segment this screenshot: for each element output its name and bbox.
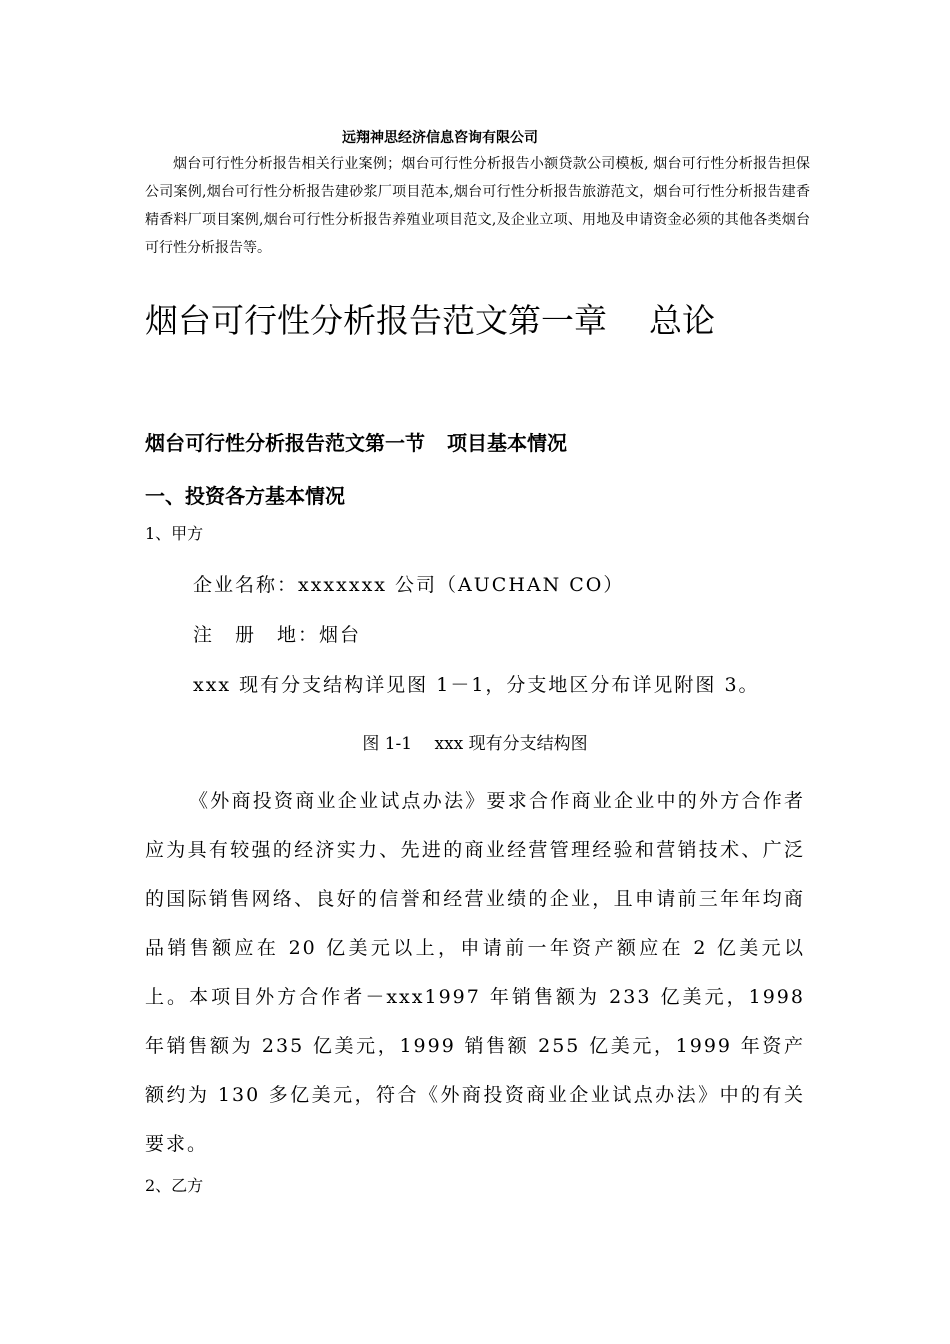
subsection-title: 一、投资各方基本情况 xyxy=(145,484,345,508)
intro-paragraph: 烟台可行性分析报告相关行业案例；烟台可行性分析报告小额贷款公司模板, 烟台可行性分析报告担保公司案例,烟台可行性分析报告建砂浆厂项目范本,烟台可行性分析报告旅游范文，烟台可行性分析报告建香精香料厂项目案例,烟台可行性分析报告养殖业项目范文,及企业立项、用地及申请资金必须的其他各类烟台可行性分析报告等。 xyxy=(145,156,810,256)
figure-caption: 图 1-1 xxx 现有分支结构图 xyxy=(362,734,588,754)
party-a-label: 1、甲方 xyxy=(145,524,204,543)
registered-location-field: 注 册 地：烟台 xyxy=(193,624,362,646)
branch-structure-note: xxx 现有分支结构详见图 1－1，分支地区分布详见附图 3。 xyxy=(193,674,760,696)
section-title xyxy=(145,428,567,458)
chapter-title xyxy=(145,296,785,346)
party-b-label: 2、乙方 xyxy=(145,1176,204,1195)
company-header: 远翔神思经济信息咨询有限公司 xyxy=(342,130,538,146)
section-title-main: 烟台可行性分析报告范文第一节 xyxy=(145,431,425,455)
section-title-topic: 项目基本情况 xyxy=(447,431,567,455)
body-paragraph: 《外商投资商业企业试点办法》要求合作商业企业中的外方合作者应为具有较强的经济实力、先进的商业经营管理经验和营销技术、广泛的国际销售网络、良好的信誉和经营业绩的企业，且申请前三年年均商品销售额应在 20 亿美元以上，申请前一年资产额应在 2 亿美元以上。本项目外方合作者－xxx1997 年销售额为 233 亿美元，1998 年销售额为 235 亿美元，1999 销售额 255 亿美元，1999 年资产额约为 130 多亿美元，符合《外商投资商业企业试点办法》中的有关要求。 xyxy=(145,790,805,1155)
chapter-title-main: 烟台可行性分析报告范文第一章 xyxy=(145,301,607,340)
chapter-title-topic: 总论 xyxy=(649,301,715,340)
company-name-field: 企业名称：xxxxxxx 公司（AUCHAN CO） xyxy=(193,574,625,596)
